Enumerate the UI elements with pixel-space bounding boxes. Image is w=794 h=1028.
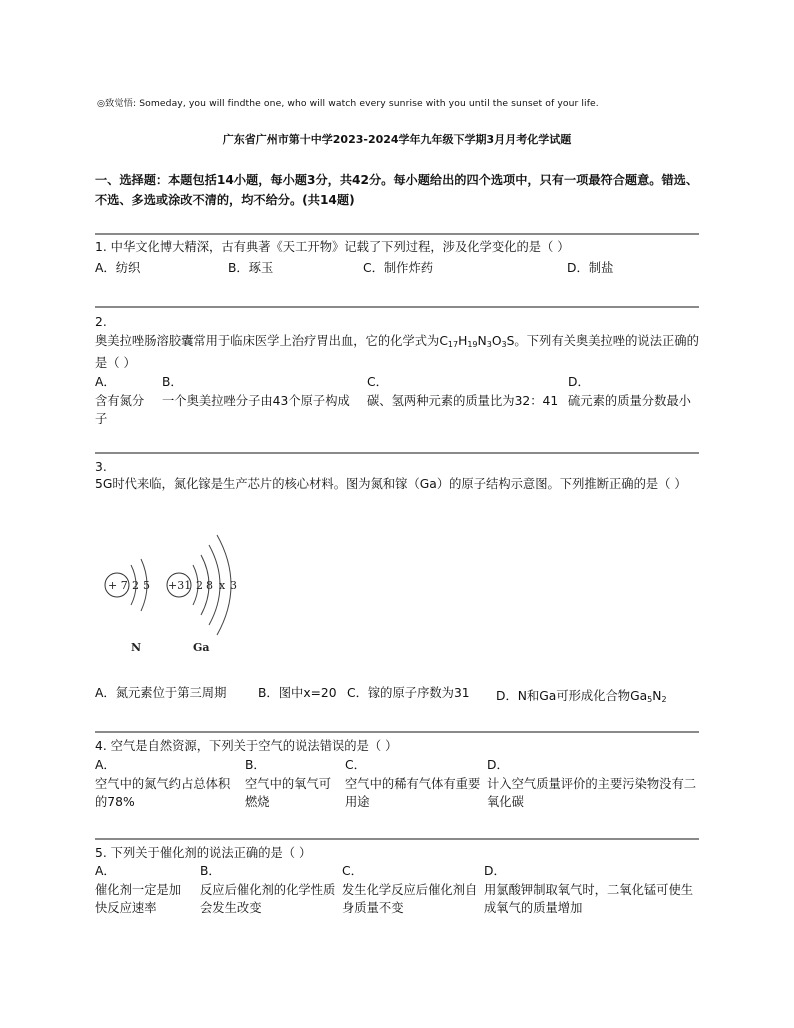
divider [95, 233, 699, 235]
question-1-option-b: B．琢玉 [228, 261, 274, 275]
question-1-option-c: C．制作炸药 [363, 261, 434, 275]
nitrogen-label: N [131, 641, 142, 654]
question-2-option-b: B． 一个奥美拉唑分子由43个原子构成 [162, 375, 350, 408]
gallium-label: Ga [193, 641, 210, 654]
question-5-option-d: D． 用氯酸钾制取氧气时，二氧化锰可使生成氧气的质量增加 [484, 864, 694, 915]
question-1-option-a: A．纺织 [95, 261, 141, 275]
motto-text: ◎致觉悟: Someday, you will findthe one, who will watch every sunrise with you until the sunset of your life. [97, 98, 599, 109]
gallium-shell-1: 2 [196, 579, 203, 592]
page-title: 广东省广州市第十中学2023-2024学年九年级下学期3月月考化学试题 [222, 133, 572, 146]
question-1-option-d: D．制盐 [567, 261, 614, 275]
question-4-option-d: D． 计入空气质量评价的主要污染物没有二氧化碳 [487, 758, 697, 809]
question-3-option-a: A．氮元素位于第三周期 [95, 686, 227, 700]
nitrogen-shell-2: 5 [143, 579, 150, 592]
question-4-stem: 4. 空气是自然资源，下列关于空气的说法错误的是（ ） [95, 739, 398, 753]
question-5-option-c: C． 发生化学反应后催化剂自身质量不变 [342, 864, 478, 915]
question-5-stem: 5. 下列关于催化剂的说法正确的是（ ） [95, 846, 312, 860]
divider [95, 452, 699, 454]
nitrogen-shell-1: 2 [132, 579, 139, 592]
question-2-option-d: D． 硫元素的质量分数最小 [568, 375, 691, 408]
question-4-option-a: A． 空气中的氮气约占总体积的78% [95, 758, 231, 809]
question-5-option-a: A． 催化剂一定是加快反应速率 [95, 864, 182, 915]
question-1-stem: 1. 中华文化博大精深，古有典著《天工开物》记载了下列过程，涉及化学变化的是（ ） [95, 240, 570, 254]
question-2-option-a: A． 含有氮分子 [95, 375, 145, 426]
divider [95, 838, 699, 840]
divider [95, 731, 699, 733]
question-2-number: 2. [95, 315, 107, 329]
question-3-stem: 5G时代来临，氮化镓是生产芯片的核心材料。图为氮和镓（Ga）的原子结构示意图。下列推断正确的是（ ） [95, 477, 687, 491]
question-2-stem: 奥美拉唑肠溶胶囊常用于临床医学上治疗胃出血，它的化学式为$C_{17}H_{19}N_3O_3S$。下列有关奥美拉唑的说法正确的是（ ） [95, 334, 699, 370]
question-3-option-b: B．图中x=20 [258, 686, 337, 700]
question-3-option-c: C．镓的原子序数为31 [347, 686, 470, 700]
question-3-number: 3. [95, 460, 107, 474]
gallium-nucleus-charge: +31 [168, 579, 192, 592]
question-2-option-c: C． 碳、氢两种元素的质量比为32：41 [367, 375, 559, 408]
section-header: 一、选择题：本题包括14小题，每小题3分，共42分。每小题给出的四个选项中，只有一项最符合题意。错选、不选、多选或涂改不清的，均不给分。(共14题) [95, 173, 699, 207]
question-3-option-d: D．N和Ga可形成化合物$Ga_5N_2$ [496, 689, 667, 704]
gallium-shell-3: x [219, 579, 226, 592]
atomic-structure-diagram [95, 525, 255, 660]
gallium-shell-4: 3 [230, 579, 237, 592]
question-5-option-b: B． 反应后催化剂的化学性质会发生改变 [200, 864, 336, 915]
gallium-shell-2: 8 [206, 579, 213, 592]
nitrogen-nucleus-charge: + 7 [108, 579, 128, 592]
question-4-option-b: B． 空气中的氧气可燃烧 [245, 758, 332, 809]
question-4-option-c: C． 空气中的稀有气体有重要用途 [345, 758, 481, 809]
divider [95, 306, 699, 308]
